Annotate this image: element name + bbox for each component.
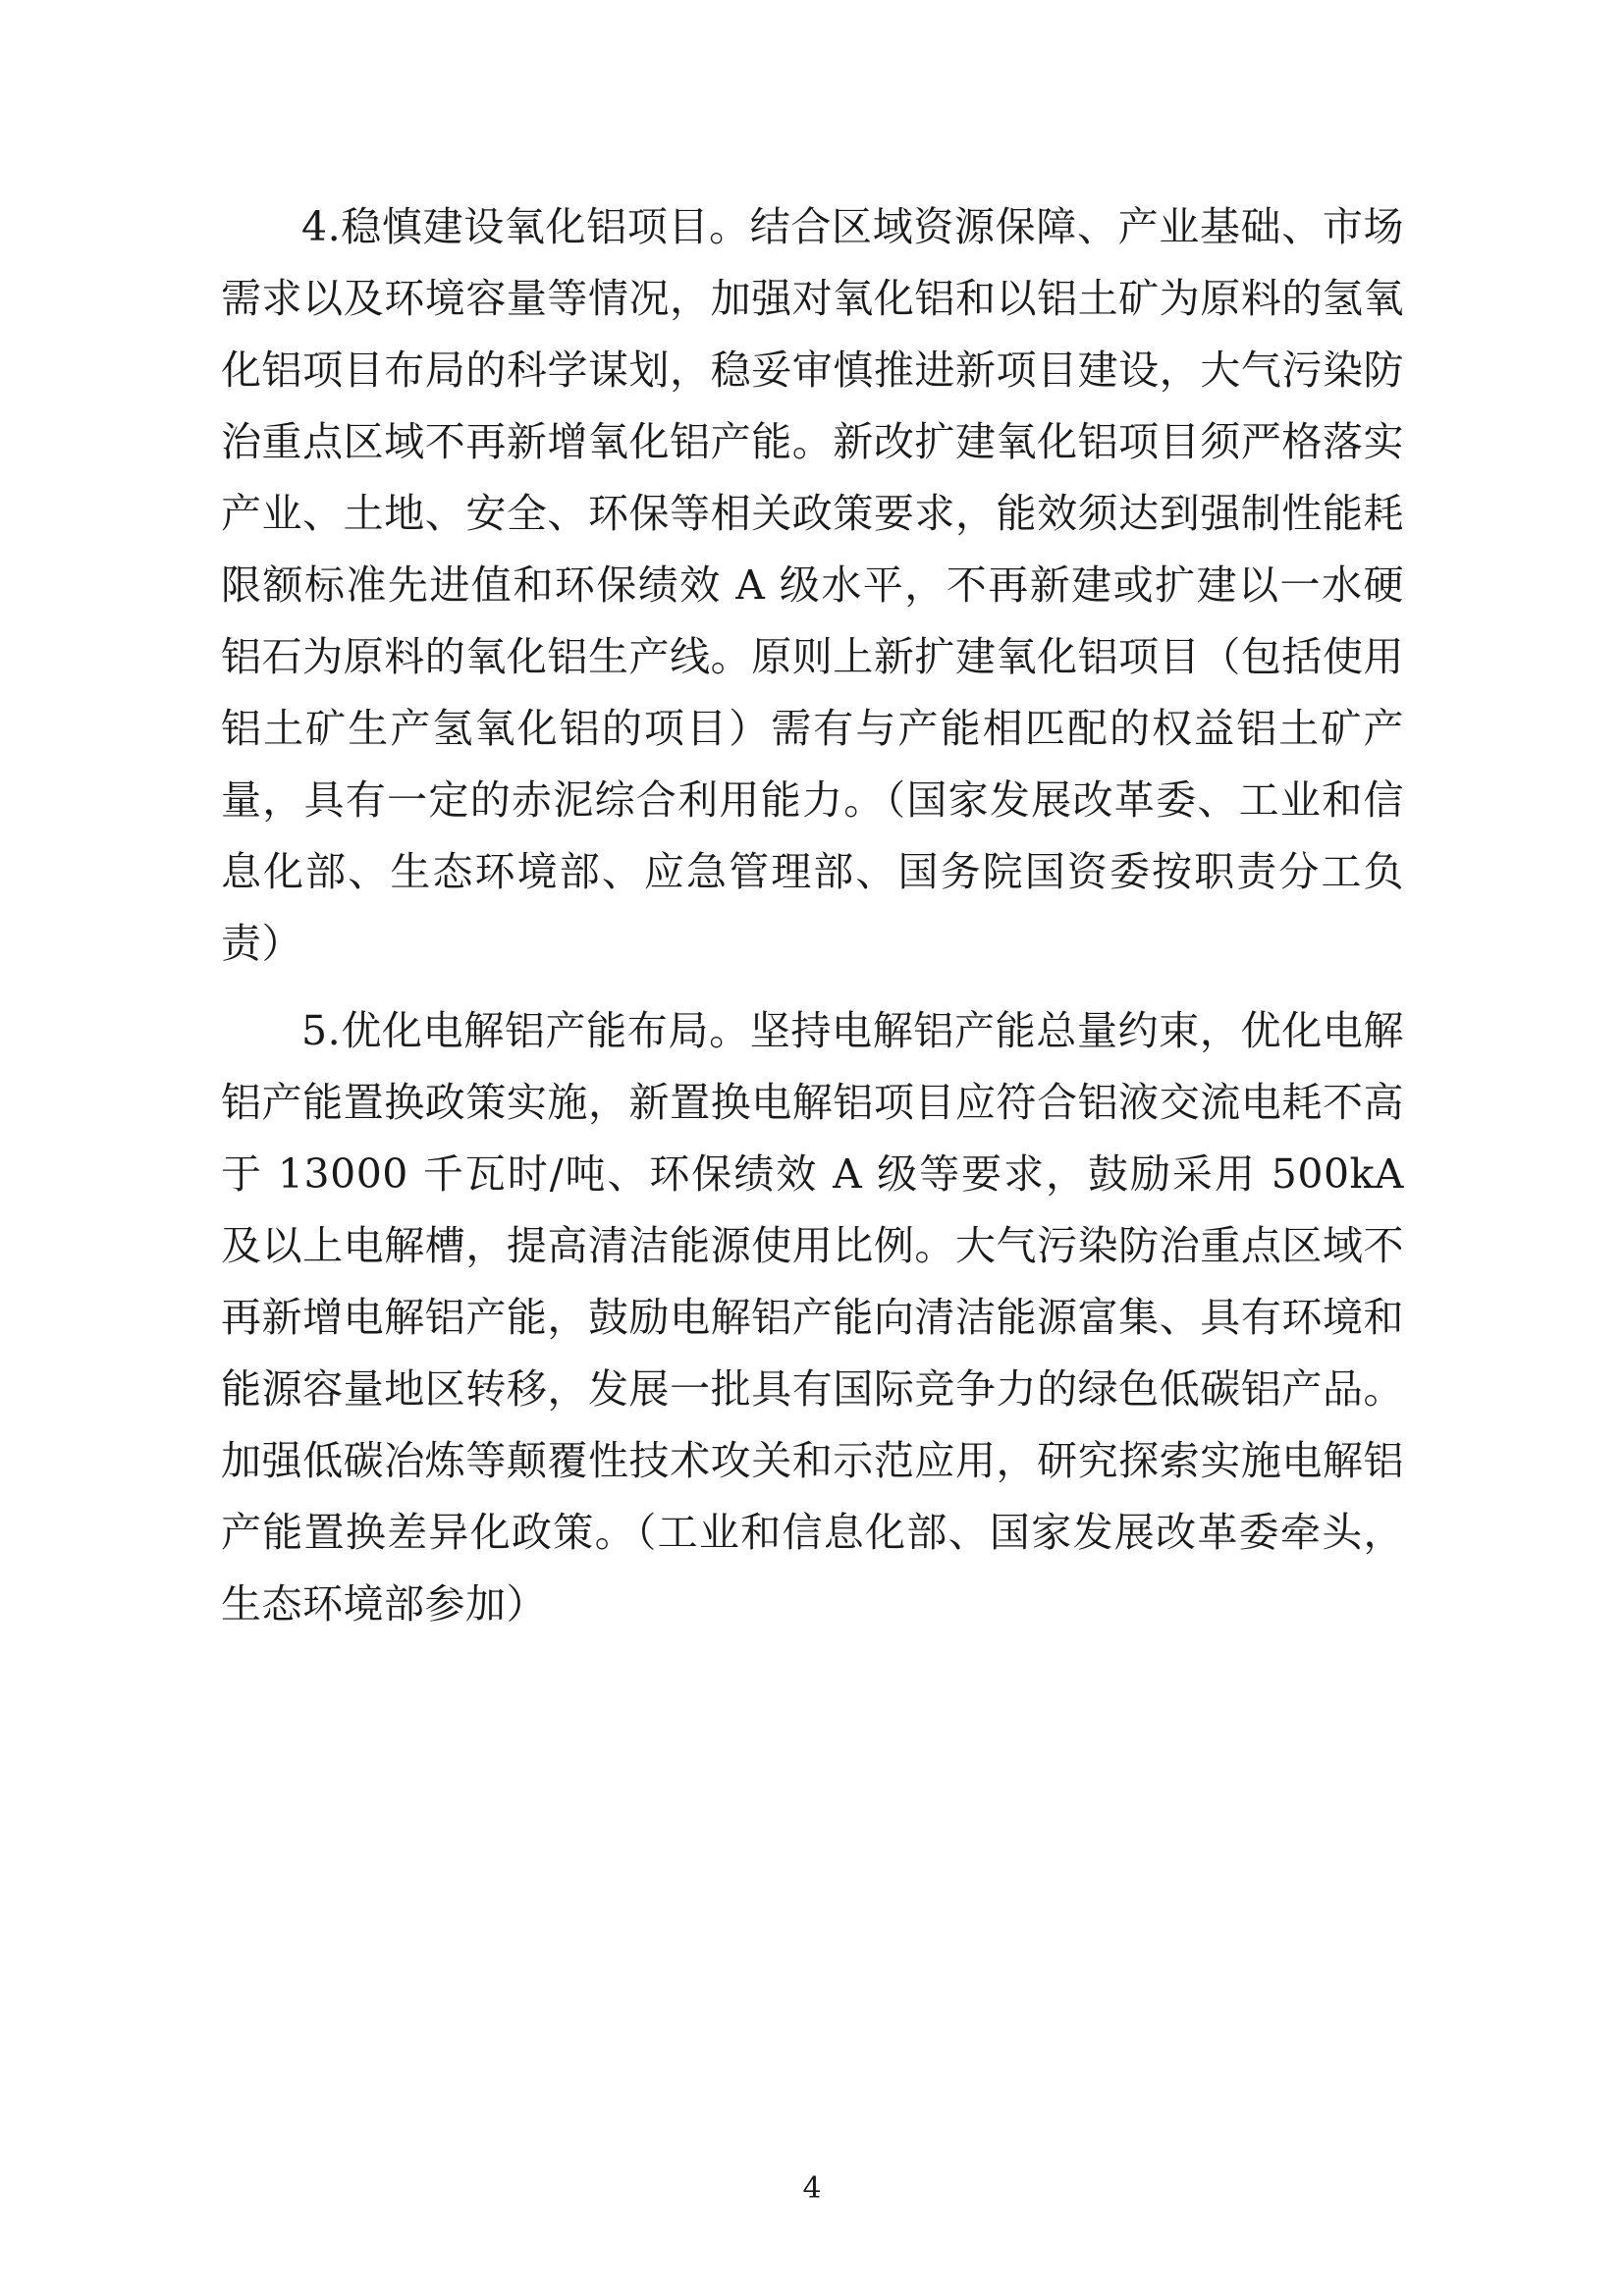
paragraph-item: 4.稳慎建设氧化铝项目。结合区域资源保障、产业基础、市场需求以及环境容量等情况，加强对氧化铝和以铝土矿为原料的氢氧化铝项目布局的科学谋划，稳妥审慎推进新项目建设，大气污染防治重点区域不再新增氧化铝产能。新改扩建氧化铝项目须严格落实产业、土地、安全、环保等相关政策要求，能效须达到强制性能耗限额标准先进值和环保绩效 A 级水平，不再新建或扩建以一水硬铝石为原料的氧化铝生产线。原则上新扩建氧化铝项目（包括使用铝土矿生产氢氧化铝的项目）需有与产能相匹配的权益铝土矿产量，具有一定的赤泥综合利用能力。（国家发展改革委、工业和信息化部、生态环境部、应急管理部、国务院国资委按职责分工负责）	[221, 203, 1404, 967]
paragraph-item: 5.优化电解铝产能布局。坚持电解铝产能总量约束，优化电解铝产能置换政策实施，新置换电解铝项目应符合铝液交流电耗不高于 13000 千瓦时/吨、环保绩效 A 级等要求，鼓励采用 500kA 及以上电解槽，提高清洁能源使用比例。大气污染防治重点区域不再新增电解铝产能，鼓励电解铝产能向清洁能源富集、具有环境和能源容量地区转移，发展一批具有国际竞争力的绿色低碳铝产品。加强低碳冶炼等颠覆性技术攻关和示范应用，研究探索实施电解铝产能置换差异化政策。（工业和信息化部、国家发展改革委牵头，生态环境部参加）	[221, 1007, 1404, 1628]
page-number: 4	[802, 2171, 822, 2206]
document-body	[221, 191, 1404, 1640]
